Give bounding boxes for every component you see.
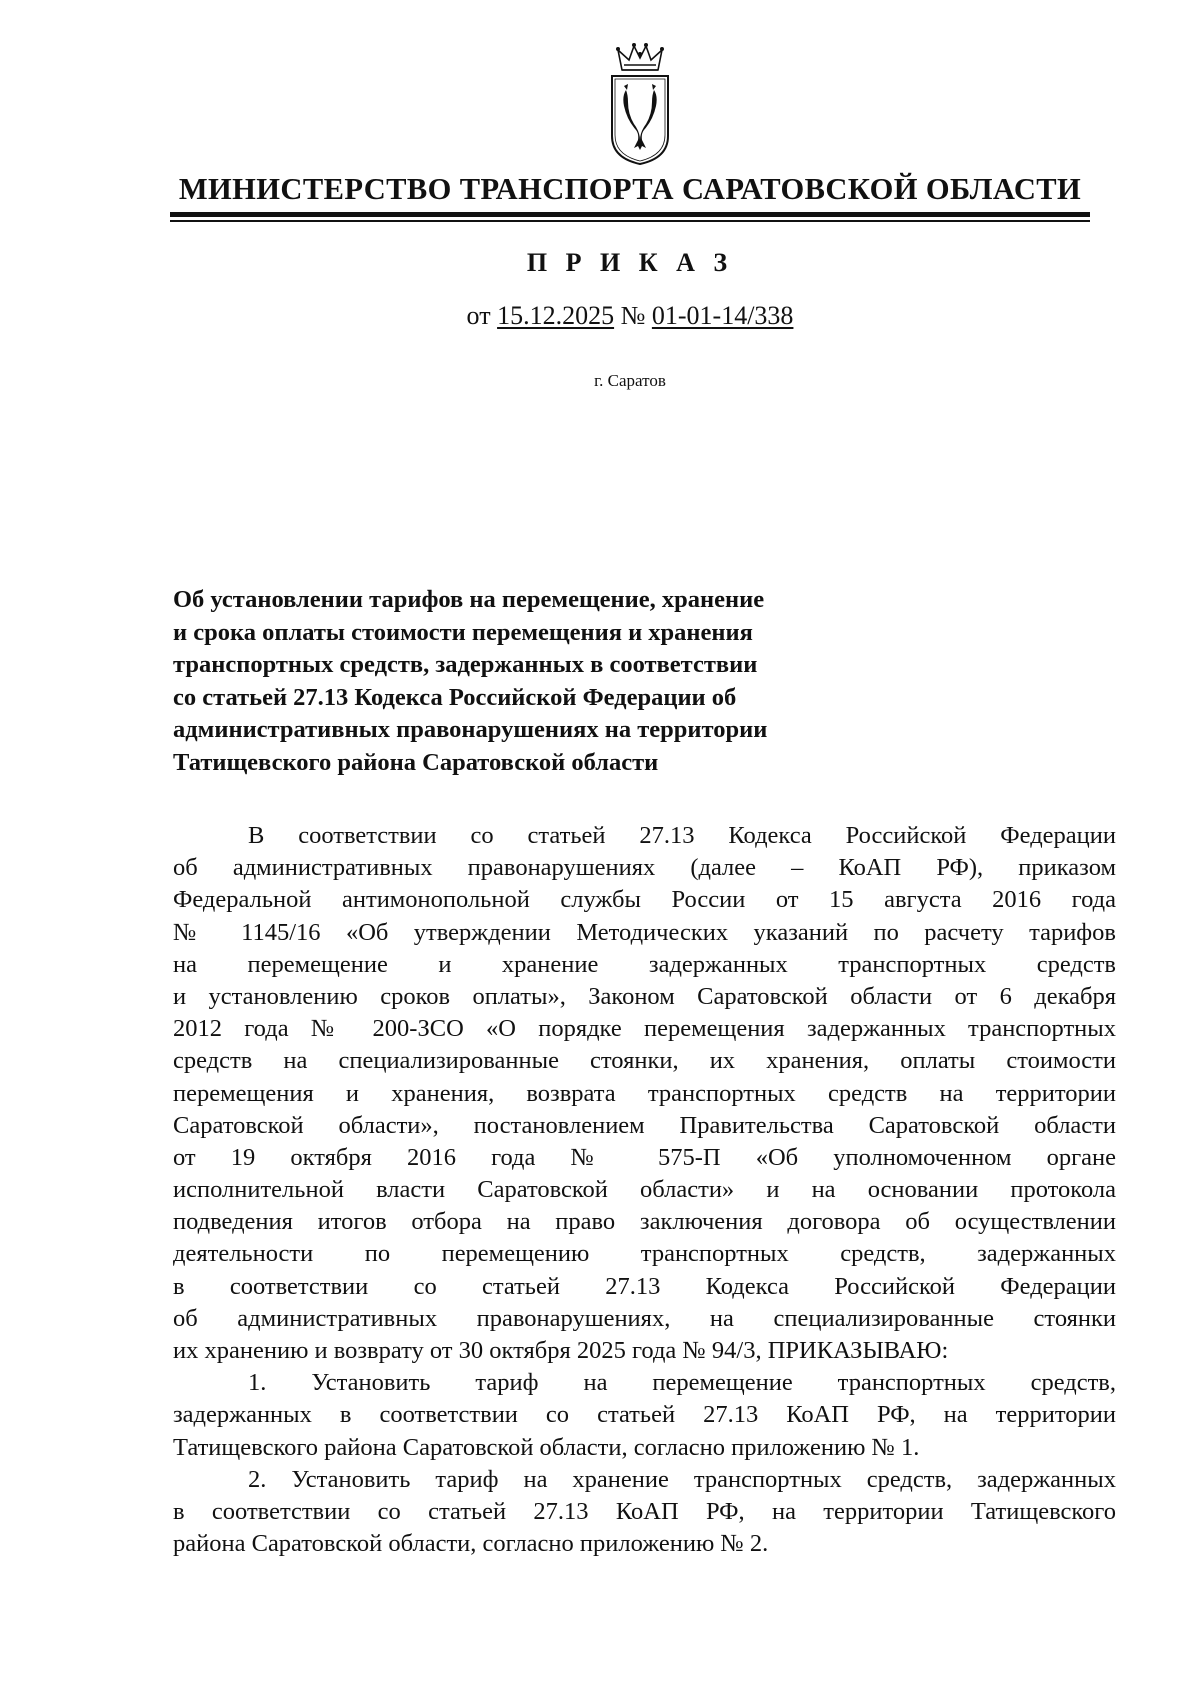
subject-line: административных правонарушениях на территории [173,716,768,743]
order-date: 15.12.2025 [497,301,615,330]
body-line: В соответствии со статьей 27.13 Кодекса Российской Федерации [248,822,1116,849]
body-line: от 19 октября 2016 года № 575-П «Об уполномоченном органе [173,1143,1116,1171]
order-number: 01-01-14/338 [651,301,794,330]
order-date-line [0,301,1200,331]
body-line: на перемещение и хранение задержанных транспортных средств [173,950,1116,978]
subject-line: Татищевского района Саратовской области [173,748,659,776]
body-line: в соответствии со статьей 27.13 КоАП РФ, на территории Татищевского [173,1497,1116,1525]
number-prefix: № [620,301,646,330]
body-line: их хранению и возврату от 30 октября 2025 года № 94/3, ПРИКАЗЫВАЮ: [173,1337,949,1364]
order-subject [173,584,893,779]
subject-line: и срока оплаты стоимости перемещения и хранения [173,618,753,646]
order-body [173,820,1116,1560]
coat-of-arms-icon [600,40,680,166]
body-line: подведения итогов отбора на право заключения договора об осуществлении [173,1208,1116,1236]
body-line: деятельности по перемещению транспортных средств, задержанных [173,1240,1116,1268]
header-rule-thick [170,212,1090,217]
date-prefix: от [466,301,491,330]
body-line: 2. Установить тариф на хранение транспортных средств, задержанных [248,1465,1116,1493]
body-line: Федеральной антимонопольной службы России от 15 августа 2016 года [173,886,1116,914]
body-line: исполнительной власти Саратовской области» и на основании протокола [173,1176,1116,1204]
body-line: 1. Установить тариф на перемещение транспортных средств, [248,1369,1116,1397]
body-line: об административных правонарушениях, на специализированные стоянки [173,1304,1116,1332]
body-line: 2012 года № 200-ЗСО «О порядке перемещения задержанных транспортных [173,1015,1116,1043]
body-line: № 1145/16 «Об утверждении Методических указаний по расчету тарифов [173,918,1116,946]
subject-line: со статьей 27.13 Кодекса Российской Федерации об [173,683,737,711]
body-line: об административных правонарушениях (далее – КоАП РФ), приказом [173,854,1116,882]
header-rule-thin [170,220,1090,222]
body-line: средств на специализированные стоянки, их хранения, оплаты стоимости [173,1047,1116,1075]
subject-line: Об установлении тарифов на перемещение, хранение [173,586,765,613]
order-title: П Р И К А З [526,248,734,277]
body-line: Татищевского района Саратовской области, согласно приложению № 1. [173,1433,920,1461]
body-line: и установлению сроков оплаты», Законом Саратовской области от 6 декабря [173,982,1116,1010]
subject-line: транспортных средств, задержанных в соответствии [173,651,758,678]
ministry-title: МИНИСТЕРСТВО ТРАНСПОРТА САРАТОВСКОЙ ОБЛАСТИ [178,172,1082,206]
body-line: задержанных в соответствии со статьей 27.13 КоАП РФ, на территории [173,1401,1116,1429]
body-line: перемещения и хранения, возврата транспортных средств на территории [173,1079,1116,1107]
body-line: Саратовской области», постановлением Правительства Саратовской области [173,1111,1116,1139]
body-line: района Саратовской области, согласно приложению № 2. [173,1530,769,1558]
body-line: в соответствии со статьей 27.13 Кодекса Российской Федерации [173,1272,1116,1300]
city: г. Саратов [594,371,666,390]
